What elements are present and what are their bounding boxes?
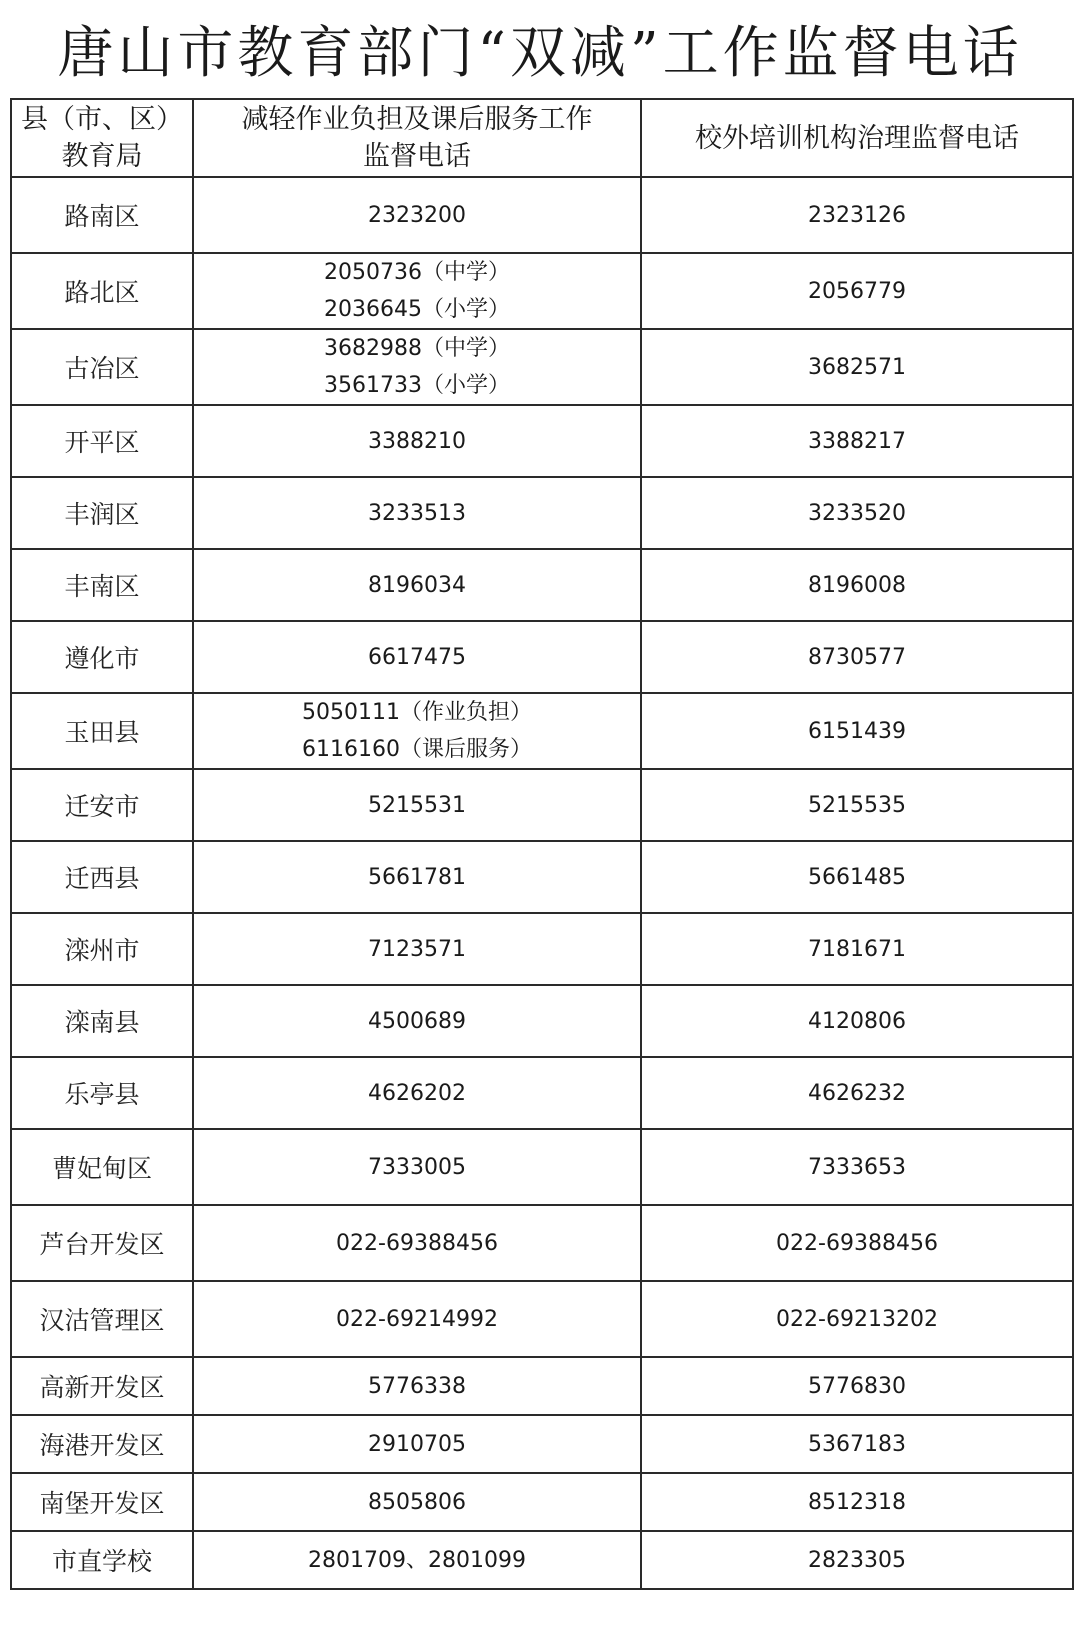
district-cell: 玉田县 — [11, 693, 193, 769]
header-training-hotline — [641, 99, 1073, 177]
homework-phone-number: 6617475 — [368, 644, 466, 670]
homework-hotline-cell — [193, 1205, 641, 1281]
homework-hotline-cell — [193, 549, 641, 621]
table-row — [11, 985, 1073, 1057]
table-row — [11, 621, 1073, 693]
header-homework-hotline — [193, 99, 641, 177]
homework-phone-number: 2801709、2801099 — [308, 1547, 526, 1573]
training-hotline-cell: 5215535 — [641, 769, 1073, 841]
training-hotline-cell: 022-69388456 — [641, 1205, 1073, 1281]
district-cell: 迁安市 — [11, 769, 193, 841]
district-cell: 南堡开发区 — [11, 1473, 193, 1531]
table-row — [11, 1281, 1073, 1357]
training-hotline-cell: 2823305 — [641, 1531, 1073, 1589]
header-district-line: 县（市、区） — [21, 104, 183, 135]
table-row — [11, 253, 1073, 329]
training-hotline-cell: 3682571 — [641, 329, 1073, 405]
homework-phone-number: 3682988（中学） — [324, 336, 510, 361]
table-row — [11, 1415, 1073, 1473]
homework-phone-number: 5050111（作业负担） — [302, 700, 532, 725]
training-hotline-cell: 2056779 — [641, 253, 1073, 329]
homework-phone-number: 8196034 — [368, 572, 466, 598]
training-hotline-cell: 4120806 — [641, 985, 1073, 1057]
homework-phone-number: 5776338 — [368, 1373, 466, 1399]
training-hotline-cell: 5661485 — [641, 841, 1073, 913]
homework-phone-number: 2323200 — [368, 202, 466, 228]
district-cell: 丰南区 — [11, 549, 193, 621]
table-row — [11, 693, 1073, 769]
training-hotline-cell: 2323126 — [641, 177, 1073, 253]
table-row — [11, 841, 1073, 913]
table-row — [11, 769, 1073, 841]
homework-hotline-cell — [193, 1415, 641, 1473]
district-cell: 滦南县 — [11, 985, 193, 1057]
table-row — [11, 913, 1073, 985]
homework-phone-number: 022-69388456 — [336, 1230, 498, 1256]
table-row — [11, 177, 1073, 253]
table-row — [11, 1531, 1073, 1589]
table-row — [11, 477, 1073, 549]
homework-phone-number: 3561733（小学） — [324, 373, 510, 398]
homework-phone-number: 5661781 — [368, 864, 466, 890]
homework-phone-number: 4626202 — [368, 1080, 466, 1106]
district-cell: 海港开发区 — [11, 1415, 193, 1473]
district-cell: 丰润区 — [11, 477, 193, 549]
district-cell: 遵化市 — [11, 621, 193, 693]
homework-hotline-cell — [193, 253, 641, 329]
homework-hotline-cell — [193, 693, 641, 769]
homework-hotline-cell — [193, 1531, 641, 1589]
training-hotline-cell: 7181671 — [641, 913, 1073, 985]
training-hotline-cell: 6151439 — [641, 693, 1073, 769]
table-row — [11, 1357, 1073, 1415]
district-cell: 滦州市 — [11, 913, 193, 985]
training-hotline-cell: 3388217 — [641, 405, 1073, 477]
homework-phone-number: 8505806 — [368, 1489, 466, 1515]
homework-hotline-cell — [193, 1473, 641, 1531]
homework-phone-number: 3233513 — [368, 500, 466, 526]
district-cell: 乐亭县 — [11, 1057, 193, 1129]
training-hotline-cell: 8196008 — [641, 549, 1073, 621]
header-homework-line: 减轻作业负担及课后服务工作 — [241, 104, 593, 135]
homework-phone-number: 2036645（小学） — [324, 297, 510, 322]
header-homework-line: 监督电话 — [363, 141, 471, 172]
homework-hotline-cell — [193, 1129, 641, 1205]
district-cell: 开平区 — [11, 405, 193, 477]
table-row — [11, 405, 1073, 477]
page-title: 唐山市教育部门“双减”工作监督电话 — [57, 21, 1023, 86]
homework-hotline-cell — [193, 841, 641, 913]
table-row — [11, 1205, 1073, 1281]
header-row — [11, 99, 1073, 177]
hotline-table — [10, 98, 1074, 1590]
homework-phone-number: 3388210 — [368, 428, 466, 454]
table-row — [11, 1057, 1073, 1129]
training-hotline-cell: 7333653 — [641, 1129, 1073, 1205]
table-row — [11, 1129, 1073, 1205]
homework-hotline-cell — [193, 177, 641, 253]
table-header — [11, 99, 1073, 177]
homework-hotline-cell — [193, 329, 641, 405]
homework-hotline-cell — [193, 1281, 641, 1357]
district-cell: 高新开发区 — [11, 1357, 193, 1415]
district-cell: 路南区 — [11, 177, 193, 253]
district-cell: 市直学校 — [11, 1531, 193, 1589]
header-training-line: 校外培训机构治理监督电话 — [695, 122, 1019, 154]
table-row — [11, 1473, 1073, 1531]
homework-phone-number: 4500689 — [368, 1008, 466, 1034]
homework-hotline-cell — [193, 985, 641, 1057]
homework-phone-number: 5215531 — [368, 792, 466, 818]
training-hotline-cell: 5776830 — [641, 1357, 1073, 1415]
district-cell: 迁西县 — [11, 841, 193, 913]
training-hotline-cell: 8512318 — [641, 1473, 1073, 1531]
homework-phone-number: 022-69214992 — [336, 1306, 498, 1332]
table-row — [11, 549, 1073, 621]
training-hotline-cell: 022-69213202 — [641, 1281, 1073, 1357]
homework-hotline-cell — [193, 1357, 641, 1415]
district-cell: 古冶区 — [11, 329, 193, 405]
training-hotline-cell: 5367183 — [641, 1415, 1073, 1473]
district-cell: 芦台开发区 — [11, 1205, 193, 1281]
homework-phone-number: 2910705 — [368, 1431, 466, 1457]
homework-hotline-cell — [193, 1057, 641, 1129]
homework-phone-number: 6116160（课后服务） — [302, 737, 532, 762]
district-cell: 曹妃甸区 — [11, 1129, 193, 1205]
homework-phone-number: 7123571 — [368, 936, 466, 962]
homework-hotline-cell — [193, 913, 641, 985]
homework-phone-number: 2050736（中学） — [324, 260, 510, 285]
homework-phone-number: 7333005 — [368, 1154, 466, 1180]
header-district — [11, 99, 193, 177]
training-hotline-cell: 4626232 — [641, 1057, 1073, 1129]
homework-hotline-cell — [193, 405, 641, 477]
header-district-line: 教育局 — [61, 141, 143, 172]
homework-hotline-cell — [193, 621, 641, 693]
homework-hotline-cell — [193, 769, 641, 841]
table-row — [11, 329, 1073, 405]
table-body — [11, 177, 1073, 1589]
training-hotline-cell: 8730577 — [641, 621, 1073, 693]
homework-hotline-cell — [193, 477, 641, 549]
district-cell: 汉沽管理区 — [11, 1281, 193, 1357]
training-hotline-cell: 3233520 — [641, 477, 1073, 549]
district-cell: 路北区 — [11, 253, 193, 329]
